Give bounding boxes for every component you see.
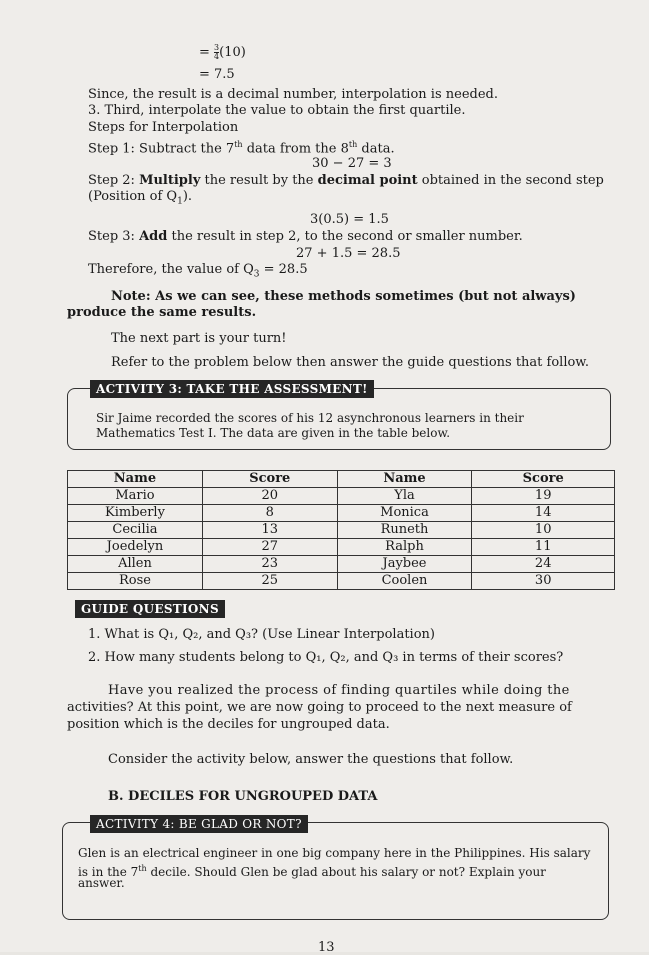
table-header-2: Name — [337, 471, 472, 488]
step2-part-e: obtained in the second step — [417, 173, 604, 188]
guide-questions-banner: GUIDE QUESTIONS — [75, 600, 225, 618]
equation-3: 27 + 1.5 = 28.5 — [296, 246, 401, 261]
table-row — [68, 539, 615, 556]
fraction-numerator: 3 — [214, 43, 220, 52]
table-row — [68, 573, 615, 590]
step3-part-c: the result in step 2, to the second or smaller number. — [167, 229, 523, 244]
step2-part-f: (Position of Q — [88, 189, 178, 204]
table-row — [68, 505, 615, 522]
student-score: 24 — [472, 556, 615, 573]
student-name: Mario — [68, 488, 203, 505]
note-line-1: Note: As we can see, these methods sometimes (but not always) — [111, 289, 576, 304]
equals-sign: = — [199, 45, 210, 60]
student-score: 10 — [472, 522, 615, 539]
activity-4-line-2b: decile. Should Glen be glad about his salary or not? Explain your — [146, 865, 546, 879]
paragraph-line-1: Have you realized the process of finding quartiles while doing the — [108, 683, 570, 698]
student-score: 13 — [202, 522, 337, 539]
step2-multiply: Multiply — [139, 173, 201, 188]
student-score: 25 — [202, 573, 337, 590]
page-number: 13 — [318, 940, 335, 955]
calc-multiplier: (10) — [219, 45, 246, 60]
step2-decimal-point: decimal point — [317, 173, 418, 188]
activity-3-banner: ACTIVITY 3: TAKE THE ASSESSMENT! — [90, 380, 374, 398]
activity-3-line-1: Sir Jaime recorded the scores of his 12 asynchronous learners in their — [96, 411, 524, 425]
paragraph-line-2: activities? At this point, we are now going to proceed to the next measure of — [67, 700, 572, 715]
interp-step-3 — [88, 229, 523, 244]
student-name: Runeth — [337, 522, 472, 539]
table-header-1: Score — [202, 471, 337, 488]
note-line-2: produce the same results. — [67, 305, 257, 320]
step1-sup-1: th — [234, 140, 243, 149]
student-name: Rose — [68, 573, 203, 590]
scores-table — [67, 470, 615, 590]
activity-4-line-2a: is in the 7 — [78, 865, 139, 879]
therefore-text — [88, 262, 308, 283]
activity-3-line-2: Mathematics Test I. The data are given in the table below. — [96, 426, 451, 440]
calc-line-1 — [199, 44, 246, 61]
table-row — [68, 556, 615, 573]
scores-table-body — [68, 471, 615, 590]
table-header-0: Name — [68, 471, 203, 488]
therefore-value: = 28.5 — [259, 262, 308, 277]
student-score: 8 — [202, 505, 337, 522]
paragraph-line-3: position which is the deciles for ungrouped data. — [67, 717, 390, 732]
student-name: Allen — [68, 556, 203, 573]
therefore-sub: 3 — [253, 269, 260, 280]
student-score: 30 — [472, 573, 615, 590]
steps-for-interpolation: Steps for Interpolation — [88, 120, 239, 135]
step1-part-c: data. — [357, 141, 395, 157]
activity-4-sup: th — [138, 864, 147, 873]
step3-add: Add — [139, 229, 168, 244]
table-header-3: Score — [472, 471, 615, 488]
step3-part-a: Step 3: — [88, 229, 140, 244]
activity-4-banner: ACTIVITY 4: BE GLAD OR NOT? — [90, 815, 308, 833]
student-score: 14 — [472, 505, 615, 522]
refer-text: Refer to the problem below then answer the guide questions that follow. — [111, 355, 590, 370]
activity-4-line-1: Glen is an electrical engineer in one big company here in the Philippines. His salary — [78, 846, 591, 860]
student-score: 27 — [202, 539, 337, 556]
consider-text: Consider the activity below, answer the questions that follow. — [108, 752, 514, 767]
equation-1: 30 − 27 = 3 — [312, 156, 392, 171]
student-name: Kimberly — [68, 505, 203, 522]
step1-sup-2: th — [348, 140, 358, 149]
therefore-part-a: Therefore, the value of Q — [88, 262, 254, 277]
student-score: 19 — [472, 488, 615, 505]
step2-part-c: the result by the — [200, 173, 318, 188]
student-name: Ralph — [337, 539, 472, 556]
activity-4-line-3: answer. — [78, 876, 125, 890]
step2-part-h: ). — [182, 189, 193, 204]
guide-question-2: 2. How many students belong to Q₁, Q₂, and Q₃ in terms of their scores? — [88, 650, 564, 665]
fraction-denominator: 4 — [214, 52, 220, 61]
student-name: Coolen — [337, 573, 472, 590]
student-score: 11 — [472, 539, 615, 556]
student-name: Joedelyn — [68, 539, 203, 556]
step2-part-a: Step 2: — [88, 173, 140, 188]
interp-step-2 — [88, 173, 604, 188]
section-b-heading: B. DECILES FOR UNGROUPED DATA — [108, 789, 378, 804]
activity-4-line-2 — [78, 861, 546, 880]
table-row — [68, 522, 615, 539]
step1-part-b: data from the 8 — [242, 141, 349, 157]
student-score: 23 — [202, 556, 337, 573]
student-name: Yla — [337, 488, 472, 505]
student-name: Cecilia — [68, 522, 203, 539]
since-text: Since, the result is a decimal number, interpolation is needed. — [88, 87, 498, 102]
guide-question-1: 1. What is Q₁, Q₂, and Q₃? (Use Linear Interpolation) — [88, 627, 435, 642]
next-part-text: The next part is your turn! — [111, 331, 287, 346]
step1-part-a: Step 1: Subtract the 7 — [88, 141, 235, 157]
step-3-heading: 3. Third, interpolate the value to obtain the first quartile. — [88, 103, 466, 118]
interp-step-2-cont — [88, 189, 192, 210]
calc-line-2: = 7.5 — [199, 67, 235, 82]
student-score: 20 — [202, 488, 337, 505]
equation-2: 3(0.5) = 1.5 — [310, 212, 389, 227]
step2-sub: 1 — [177, 196, 183, 207]
table-row — [68, 488, 615, 505]
table-header-row — [68, 471, 615, 488]
student-name: Monica — [337, 505, 472, 522]
student-name: Jaybee — [337, 556, 472, 573]
interp-step-1 — [88, 137, 395, 156]
